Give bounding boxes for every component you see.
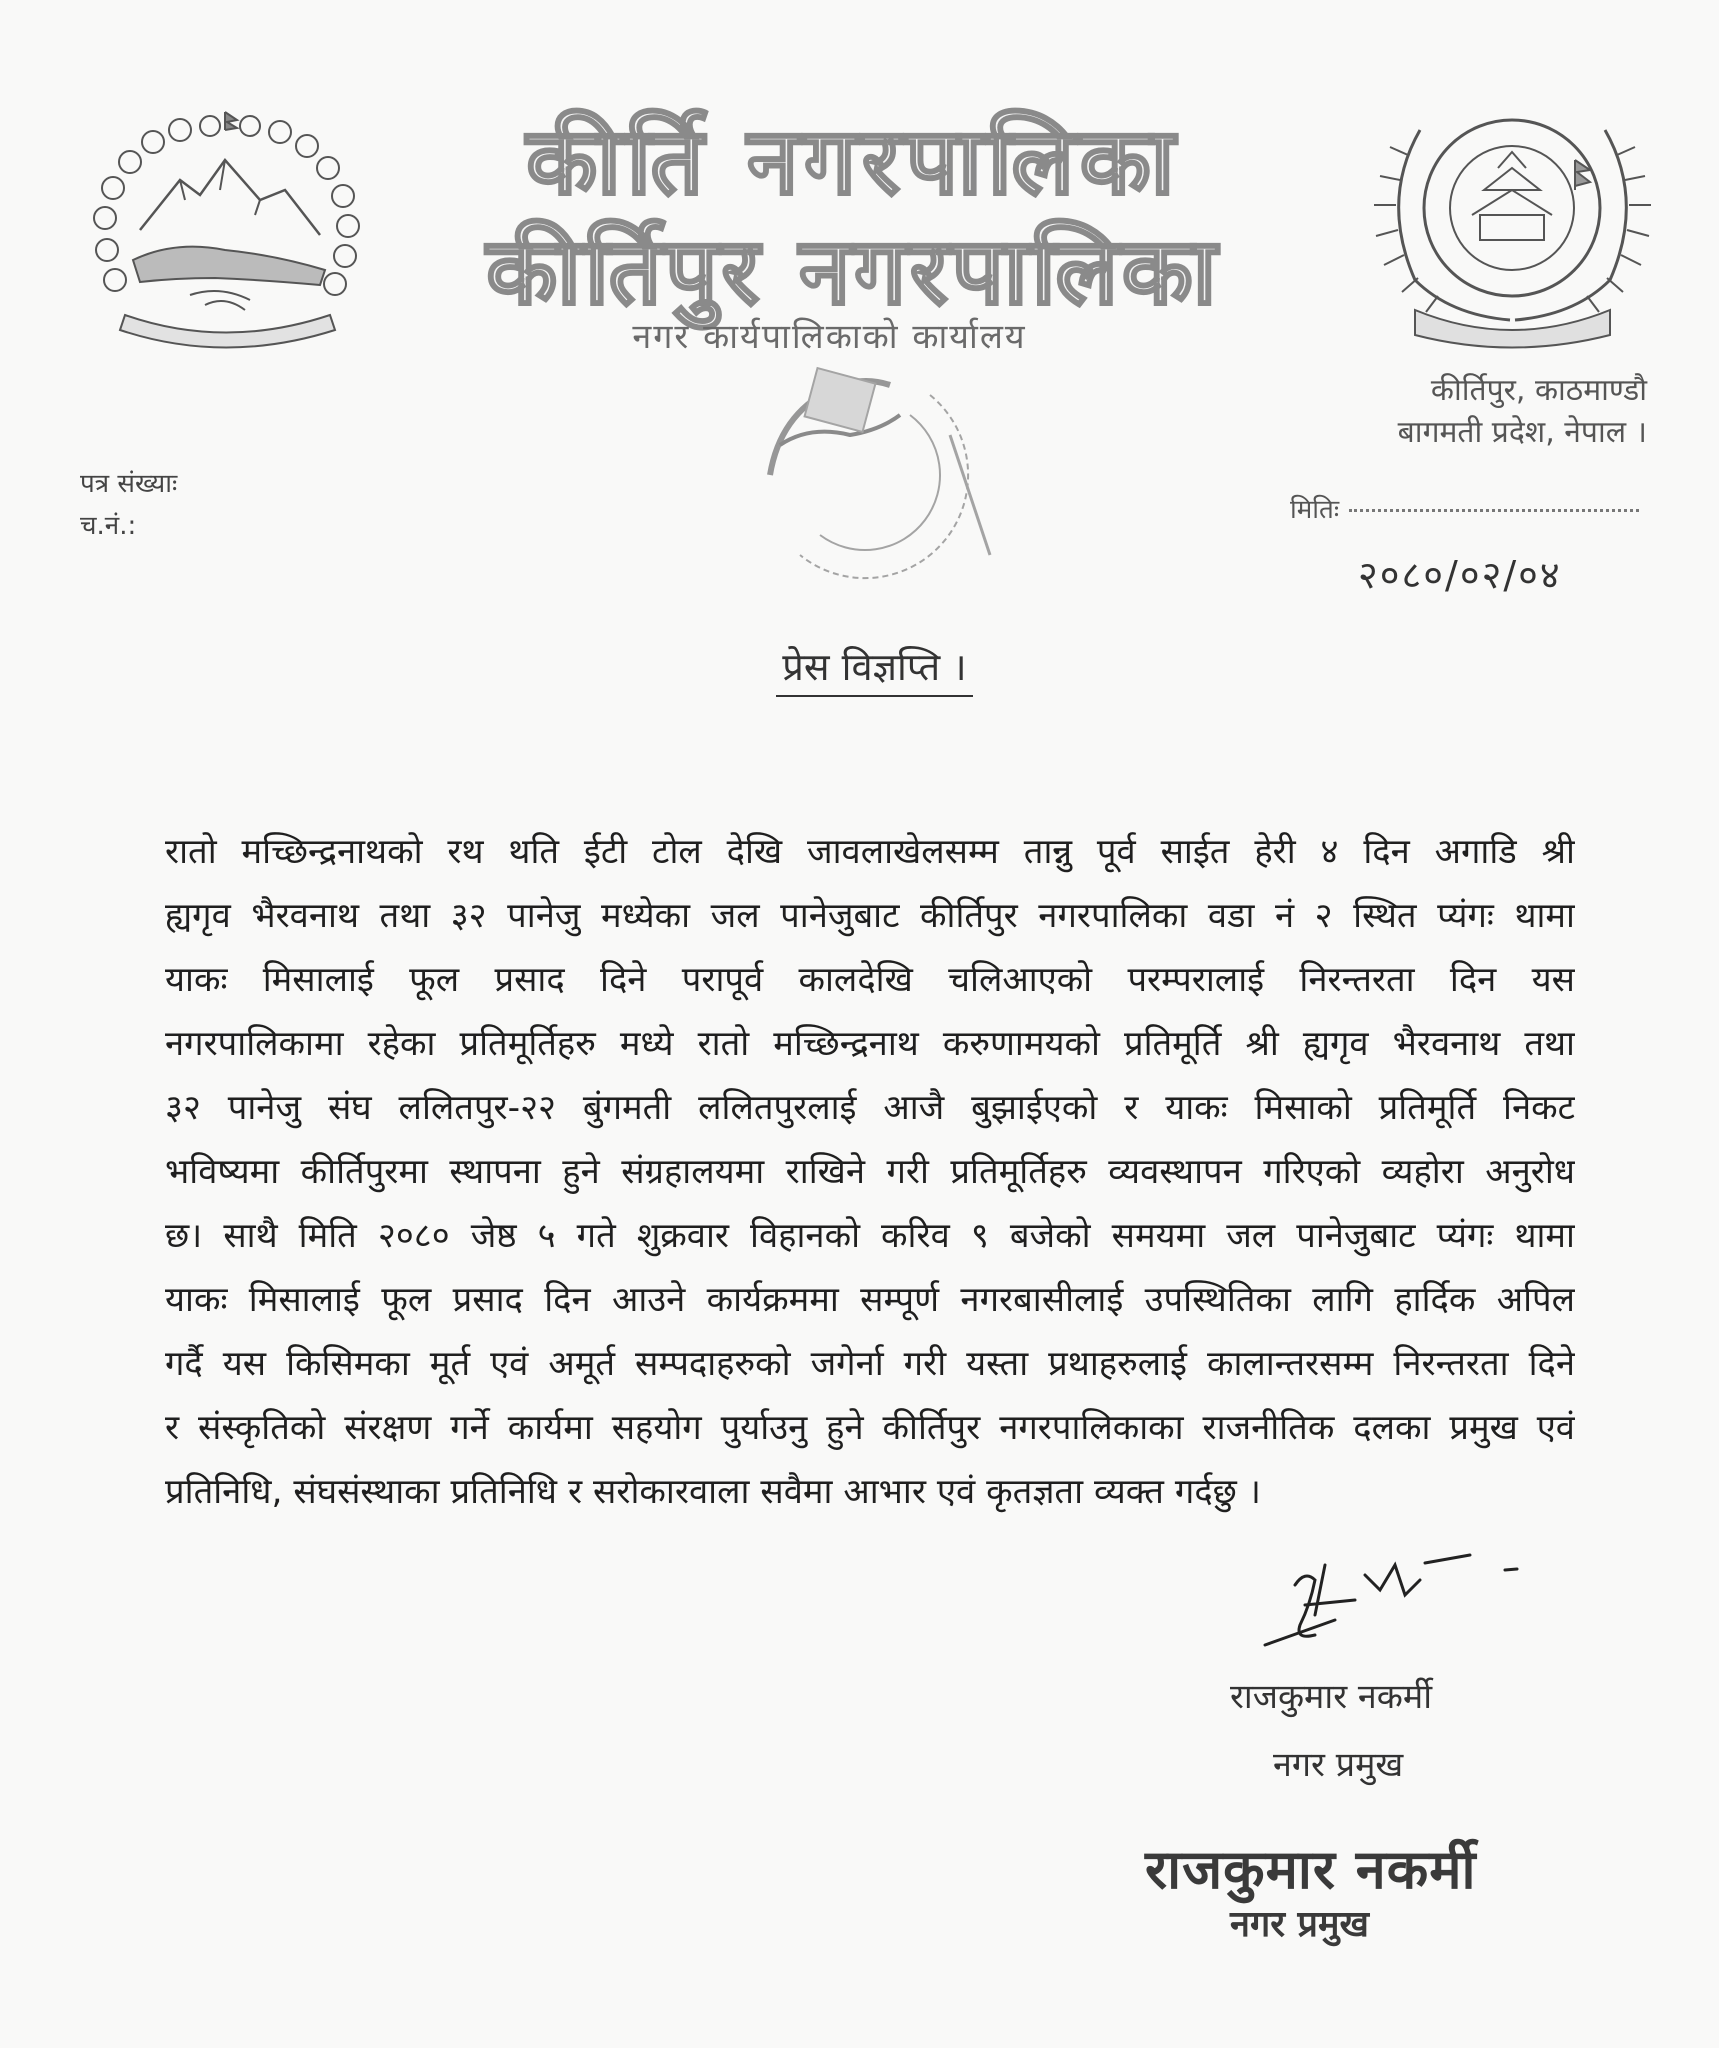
body-line: याकः मिसालाई फूल प्रसाद दिने परापूर्व कालदेखि चलिआएको परम्परालाई निरन्तरता दिन यस: [165, 960, 1575, 1000]
signatory-role: नगर प्रमुख: [1273, 1745, 1404, 1785]
office-stamp: [750, 355, 1030, 615]
body-line: भविष्यमा कीर्तिपुरमा स्थापना हुने संग्रहालयमा राखिने गरी प्रतिमूर्तिहरु व्यवस्थापन गरिएको व्यहोरा अनुरोध: [165, 1152, 1575, 1192]
handwritten-signature: [1255, 1545, 1535, 1655]
office-name: नगर कार्यपालिकाको कार्यालय: [632, 317, 1027, 357]
body-line: रातो मच्छिन्द्रनाथको रथ थति ईटी टोल देखि जावलाखेलसम्म तान्नु पूर्व साईत हेरी ४ दिन अगाडि श्री: [165, 832, 1575, 872]
body-line: ३२ पानेजु संघ ललितपुर-२२ बुंगमती ललितपुरलाई आजै बुझाईएको र याकः मिसाको प्रतिमूर्ति निकट: [165, 1088, 1575, 1128]
date-field: [1290, 490, 1639, 526]
body-line: नगरपालिकामा रहेका प्रतिमूर्तिहरु मध्ये रातो मच्छिन्द्रनाथ करुणामयको प्रतिमूर्ति श्री ह्यगृव भैरवनाथ तथा: [165, 1024, 1575, 1064]
date-label: मितिः: [1290, 495, 1340, 525]
press-release-title: [15, 640, 1719, 692]
title-text: प्रेस विज्ञप्ति ।: [776, 645, 972, 697]
date-dots: [1349, 509, 1639, 512]
address-line-2: बागमती प्रदेश, नेपाल ।: [1397, 415, 1647, 450]
name-stamp: राजकुमार नकर्मी: [1145, 1838, 1477, 1901]
date-value: २०८०/०२/०४: [1358, 553, 1562, 597]
signatory-name: राजकुमार नकर्मी: [1230, 1677, 1433, 1717]
press-release-body: [165, 820, 1575, 1524]
body-line: याकः मिसालाई फूल प्रसाद दिन आउने कार्यक्रममा सम्पूर्ण नगरबासीलाई उपस्थितिका लागि हार्दिक अपिल: [165, 1280, 1575, 1320]
municipality-name-stylized: कीर्ति नगरपालिका: [526, 108, 1181, 215]
body-line: र संस्कृतिको संरक्षण गर्ने कार्यमा सहयोग पुर्याउनु हुने कीर्तिपुर नगरपालिकाका राजनीतिक दलका प्रमुख एवं: [165, 1408, 1575, 1448]
letter-number-label: पत्र संख्याः: [80, 469, 178, 499]
body-line: गर्दै यस किसिमका मूर्त एवं अमूर्त सम्पदाहरुको जगेर्ना गरी यस्ता प्रथाहरुलाई कालान्तरसम्म निरन्तरता दिने: [165, 1344, 1575, 1384]
dispatch-number-label: च.नं.:: [80, 511, 137, 541]
municipality-name: कीर्तिपुर नगरपालिका: [486, 218, 1221, 325]
body-line: प्रतिनिधि, संघसंस्थाका प्रतिनिधि र सरोकारवाला सवैमा आभार एवं कृतज्ञता व्यक्त गर्दछु ।: [165, 1472, 1261, 1512]
body-line: छ। साथै मिति २०८० जेष्ठ ५ गते शुक्रवार विहानको करिव ९ बजेको समयमा जल पानेजुबाट प्यंगः थामा: [165, 1216, 1575, 1256]
body-line: ह्यगृव भैरवनाथ तथा ३२ पानेजु मध्येका जल पानेजुबाट कीर्तिपुर नगरपालिका वडा नं २ स्थित प्यंगः थामा: [165, 896, 1575, 936]
role-stamp: नगर प्रमुख: [1230, 1904, 1369, 1945]
address-line-1: कीर्तिपुर, काठमाण्डौ: [1430, 373, 1647, 408]
